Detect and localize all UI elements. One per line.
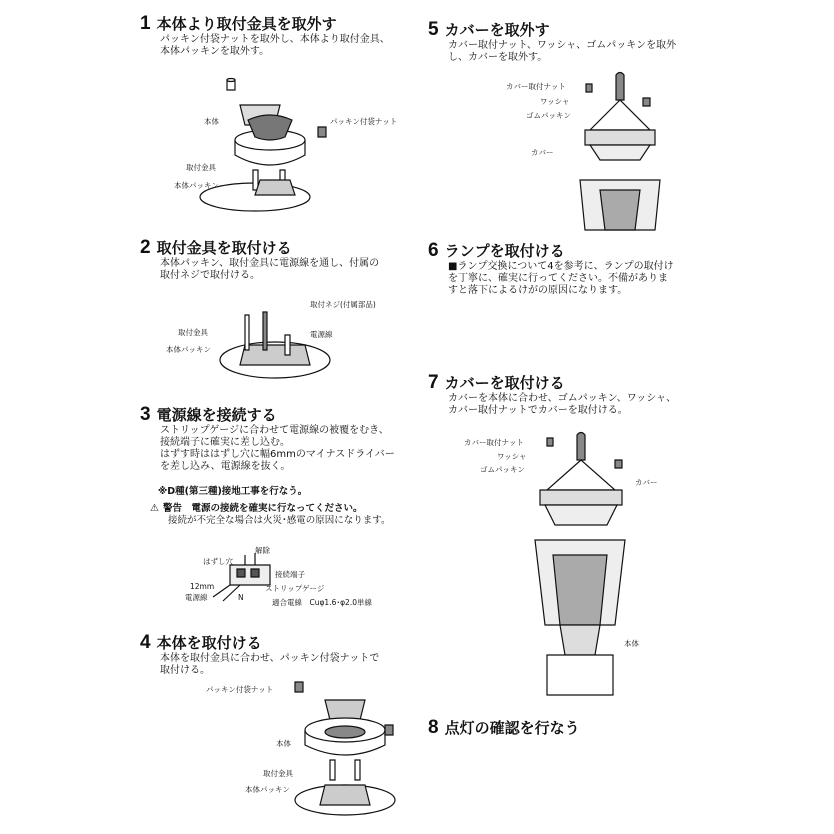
step-text-line: すと落下によるけがの原因になります。 bbox=[448, 285, 628, 296]
label-rubber: ゴムパッキン bbox=[480, 465, 525, 474]
step-body bbox=[448, 261, 674, 297]
step-number: 1 bbox=[140, 13, 151, 34]
label-n: N bbox=[238, 593, 244, 602]
step-text-line: 接続端子に確実に差し込む。 bbox=[160, 437, 290, 448]
step-number: 3 bbox=[140, 404, 151, 425]
label-spec: 適合電線 Cuφ1.6･φ2.0単線 bbox=[272, 598, 372, 607]
step-2 bbox=[140, 238, 379, 282]
label-bracket: 取付金具 bbox=[178, 328, 208, 337]
label-cover: カバー bbox=[635, 478, 658, 487]
step-body bbox=[160, 34, 390, 58]
step-number: 4 bbox=[140, 632, 151, 653]
label-body: 本体 bbox=[204, 117, 219, 126]
label-body: 本体 bbox=[276, 739, 291, 748]
step-text-line: ■ランプ交換について4を参考に、ランプの取付け bbox=[448, 261, 674, 272]
warning-block bbox=[150, 503, 391, 527]
label-packing: 本体パッキン bbox=[245, 785, 290, 794]
label-bracket: 取付金具 bbox=[186, 163, 216, 172]
step-title: ランプを取付ける bbox=[444, 242, 565, 260]
label-washer: ワッシャ bbox=[540, 97, 570, 106]
step-text-line: パッキン付袋ナットを取外し、本体より取付金具、 bbox=[160, 34, 390, 45]
step-body bbox=[448, 40, 676, 64]
step-text-line: 本体パッキン、取付金具に電源線を通し、付属の bbox=[160, 258, 380, 269]
label-body: 本体 bbox=[624, 639, 639, 648]
label-screw: 取付ネジ(付属部品) bbox=[310, 300, 376, 309]
label-bracket: 取付金具 bbox=[263, 769, 293, 778]
step-8 bbox=[428, 718, 580, 737]
label-cover-nut: カバー取付ナット bbox=[464, 438, 524, 447]
step-text-line: はずす時ははずし穴に幅6mmのマイナスドライバー bbox=[160, 449, 395, 460]
label-nut: パッキン付袋ナット bbox=[330, 117, 398, 126]
figure-remove-bracket bbox=[180, 75, 340, 215]
label-cover-nut: カバー取付ナット bbox=[506, 82, 566, 91]
step-number: 5 bbox=[428, 19, 439, 40]
step-title: 本体を取付ける bbox=[156, 634, 262, 652]
step-number: 7 bbox=[428, 372, 439, 393]
step-body bbox=[160, 425, 395, 473]
step-title: 点灯の確認を行なう bbox=[444, 719, 580, 737]
step-4 bbox=[140, 633, 379, 677]
label-mm: 12mm bbox=[190, 582, 215, 591]
label-wire: 電源線 bbox=[185, 593, 208, 602]
step-title: カバーを取付ける bbox=[444, 374, 565, 392]
figure-remove-cover bbox=[570, 70, 670, 230]
step-body bbox=[160, 258, 379, 282]
label-nut: パッキン付袋ナット bbox=[206, 685, 274, 694]
label-strip: ストリップゲージ bbox=[265, 584, 325, 593]
step-text-line: 取付ける。 bbox=[160, 665, 210, 676]
step-text-line: カバーを本体に合わせ、ゴムパッキン、ワッシャ、 bbox=[448, 393, 677, 404]
step-text-line: を丁寧に、確実に行ってください。不備がありま bbox=[448, 273, 668, 284]
step-3 bbox=[140, 405, 395, 473]
step-title: 本体より取付金具を取外す bbox=[156, 15, 337, 33]
step-text-line: 本体パッキンを取外す。 bbox=[160, 46, 270, 57]
step-number: 2 bbox=[140, 237, 151, 258]
step-6 bbox=[428, 241, 674, 297]
step-1 bbox=[140, 14, 390, 58]
label-packing: 本体パッキン bbox=[174, 181, 219, 190]
step-number: 6 bbox=[428, 240, 439, 261]
step-title: カバーを取外す bbox=[444, 21, 550, 39]
step-text-line: 本体を取付金具に合わせ、パッキン付袋ナットで bbox=[160, 653, 380, 664]
figure-attach-body bbox=[285, 680, 405, 820]
label-hole: はずし穴 bbox=[203, 557, 233, 566]
figure-attach-cover bbox=[525, 430, 640, 700]
label-packing: 本体パッキン bbox=[166, 345, 211, 354]
label-terminal: 接続端子 bbox=[275, 570, 305, 579]
label-wire: 電源線 bbox=[310, 330, 333, 339]
warning-icon: ⚠ bbox=[150, 503, 159, 514]
figure-attach-bracket bbox=[215, 300, 335, 385]
step-text-line: を差し込み、電源線を抜く。 bbox=[160, 461, 291, 472]
step-body bbox=[160, 653, 379, 677]
step-7 bbox=[428, 373, 676, 417]
step-text-line: ストリップゲージに合わせて電源線の被覆をむき、 bbox=[160, 425, 389, 436]
step-title: 電源線を接続する bbox=[156, 406, 277, 424]
label-cover: カバー bbox=[531, 148, 554, 157]
step-text-line: カバー取付ナットでカバーを取付ける。 bbox=[448, 405, 628, 416]
step-5 bbox=[428, 20, 676, 64]
warning-title: 警告 電源の接続を確実に行なってください。 bbox=[162, 503, 363, 514]
step-text-line: 取付ネジで取付ける。 bbox=[160, 270, 260, 281]
step-text-line: し、カバーを取外す。 bbox=[448, 52, 548, 63]
step-text-line: カバー取付ナット、ワッシャ、ゴムパッキンを取外 bbox=[448, 40, 677, 51]
label-washer: ワッシャ bbox=[497, 452, 527, 461]
warning-body: 接続が不完全な場合は火災･感電の原因になります。 bbox=[168, 515, 391, 526]
ground-note: ※D種(第三種)接地工事を行なう。 bbox=[158, 486, 308, 497]
step-body bbox=[448, 393, 676, 417]
step-title: 取付金具を取付ける bbox=[156, 239, 292, 257]
step-number: 8 bbox=[428, 717, 439, 738]
label-rubber: ゴムパッキン bbox=[526, 111, 571, 120]
label-release: 解除 bbox=[255, 546, 270, 555]
